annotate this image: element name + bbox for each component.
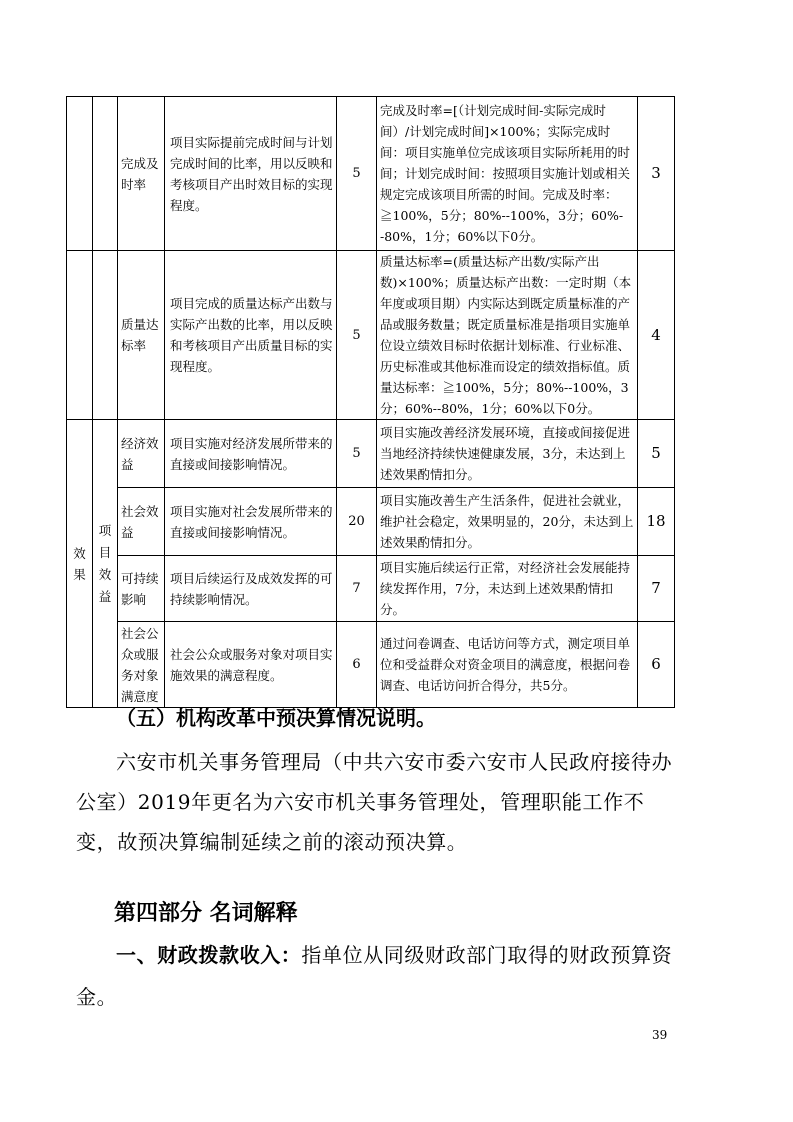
criteria-cell: 质量达标率=(质量达标产出数/实际产出数)×100%；质量达标产出数：一定时期（本年度或项目期）内实际达到既定质量标准的产品或服务数量；既定质量标准是指项目实施单位设立绩效目标时依据计划标准、行业标准、历史标准或其他标准而设定的绩效指标值。质量达标率：≧100%，5分；80%--100%，3分；60%--80%，1分；60%以下0分。 (377, 251, 638, 420)
definition-term: 一、财政拨款收入： (116, 943, 302, 967)
description-cell: 项目完成的质量达标产出数与实际产出数的比率，用以反映和考核项目产出质量目标的实现程度。 (165, 251, 337, 420)
indicator-cell: 经济效益 (118, 420, 165, 488)
level2-label: 项目效益 (98, 522, 112, 604)
weight-cell: 5 (337, 420, 377, 488)
description-cell: 项目实际提前完成时间与计划完成时间的比率，用以反映和考核项目产出时效目标的实现程度。 (165, 97, 337, 251)
table-row (67, 420, 675, 488)
weight-cell: 6 (337, 622, 377, 708)
level1-effect-cell (67, 420, 93, 708)
indicator-cell: 可持续影响 (118, 556, 165, 622)
table-row (67, 488, 675, 556)
description-cell: 项目后续运行及成效发挥的可持续影响情况。 (165, 556, 337, 622)
section5-heading: （五）机构改革中预决算情况说明。 (116, 706, 436, 730)
criteria-cell: 完成及时率=[（计划完成时间-实际完成时间）/计划完成时间]×100%；实际完成时间：项目实施单位完成该项目实际所耗用的时间；计划完成时间：按照项目实施计划或相关规定完成该项目所需的时间。完成及时率：≧100%，5分；80%--100%，3分；60%--80%，1分；60%以下0分。 (377, 97, 638, 251)
description-cell: 项目实施对经济发展所带来的直接或间接影响情况。 (165, 420, 337, 488)
level2-cell (93, 251, 118, 420)
score-cell: 3 (638, 97, 675, 251)
description-cell: 社会公众或服务对象对项目实施效果的满意程度。 (165, 622, 337, 708)
table-row (67, 556, 675, 622)
criteria-cell: 项目实施后续运行正常，对经济社会发展能持续发挥作用，7分，未达到上述效果酌情扣分。 (377, 556, 638, 622)
criteria-cell: 项目实施改善生产生活条件，促进社会就业，维护社会稳定，效果明显的，20分，未达到上述效果酌情扣分。 (377, 488, 638, 556)
level2-cell (93, 97, 118, 251)
section5-body: 六安市机关事务管理局（中共六安市委六安市人民政府接待办公室）2019年更名为六安市机关事务管理处，管理职能工作不变，故预决算编制延续之前的滚动预决算。 (76, 750, 673, 854)
page-number: 39 (652, 1028, 668, 1042)
table-row (67, 622, 675, 708)
performance-evaluation-table (66, 96, 675, 708)
table-row (67, 97, 675, 251)
score-cell: 7 (638, 556, 675, 622)
level1-label: 效果 (73, 545, 86, 582)
part4-heading: 第四部分 名词解释 (114, 900, 298, 926)
score-cell: 4 (638, 251, 675, 420)
table-row (67, 251, 675, 420)
score-cell: 5 (638, 420, 675, 488)
indicator-cell: 完成及时率 (118, 97, 165, 251)
indicator-cell: 质量达标率 (118, 251, 165, 420)
weight-cell: 5 (337, 97, 377, 251)
level2-benefit-cell (93, 420, 118, 708)
description-cell: 项目实施对社会发展所带来的直接或间接影响情况。 (165, 488, 337, 556)
criteria-cell: 项目实施改善经济发展环境，直接或间接促进当地经济持续快速健康发展，3分，未达到上述效果酌情扣分。 (377, 420, 638, 488)
definition-text: 指单位从同级财政部门取得的财政预算资金。 (76, 943, 673, 1009)
definition-paragraph (76, 934, 676, 1018)
level1-cell (67, 97, 93, 251)
criteria-cell: 通过问卷调查、电话访问等方式，测定项目单位和受益群众对资金项目的满意度，根据问卷调查、电话访问折合得分，共5分。 (377, 622, 638, 708)
weight-cell: 20 (337, 488, 377, 556)
weight-cell: 5 (337, 251, 377, 420)
level1-cell (67, 251, 93, 420)
weight-cell: 7 (337, 556, 377, 622)
score-cell: 6 (638, 622, 675, 708)
indicator-cell: 社会公众或服务对象满意度 (118, 622, 165, 708)
score-cell: 18 (638, 488, 675, 556)
indicator-cell: 社会效益 (118, 488, 165, 556)
